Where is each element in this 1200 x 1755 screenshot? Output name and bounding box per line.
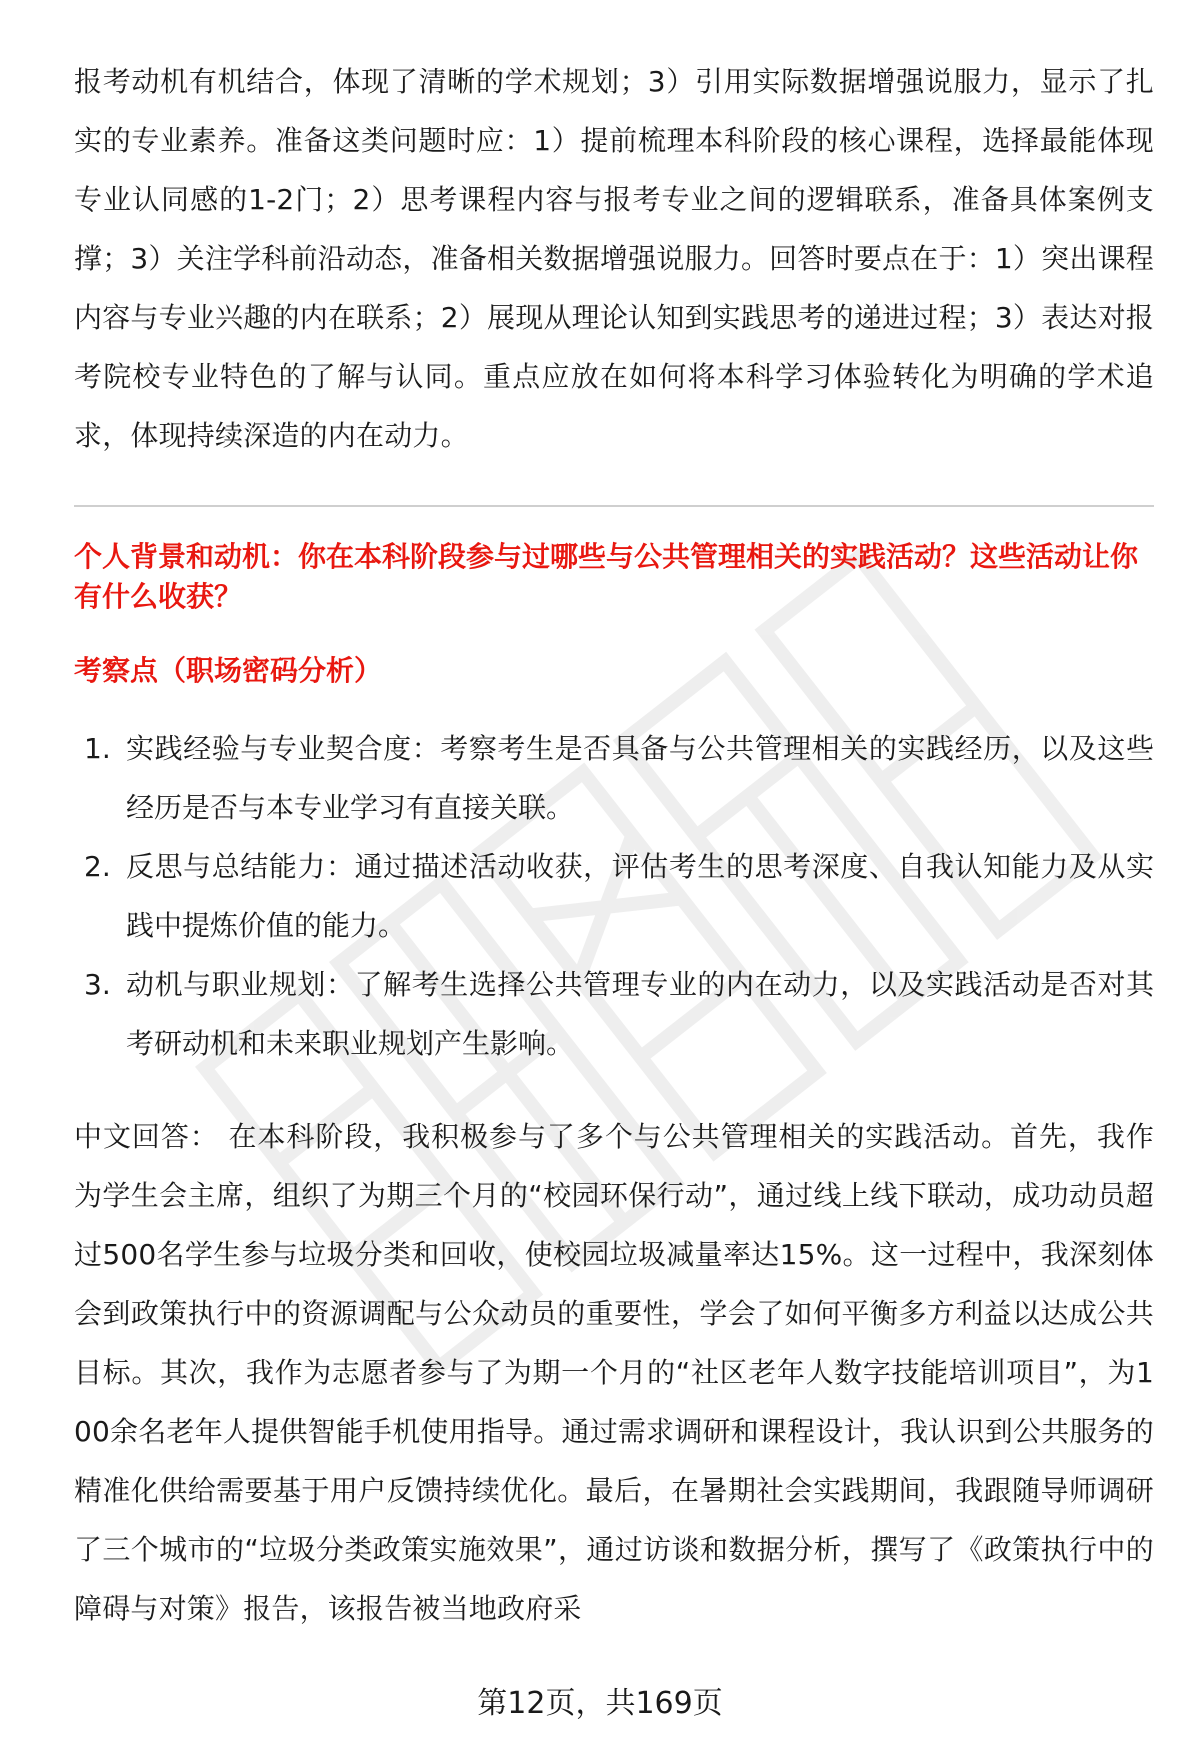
page-content xyxy=(74,52,1154,1638)
section-divider xyxy=(74,505,1154,507)
page-number-footer: 第12页，共169页 xyxy=(477,1686,723,1721)
list-item-text: 反思与总结能力：通过描述活动收获，评估考生的思考深度、自我认知能力及从实践中提炼价值的能力。 xyxy=(126,850,1154,942)
list-number: 2. xyxy=(84,850,111,883)
list-item-text: 实践经验与专业契合度：考察考生是否具备与公共管理相关的实践经历，以及这些经历是否与本专业学习有直接关联。 xyxy=(126,732,1154,824)
assessment-points-list xyxy=(74,719,1154,1073)
list-item xyxy=(74,719,1154,837)
interview-question: 个人背景和动机：你在本科阶段参与过哪些与公共管理相关的实践活动？这些活动让你有什么收获？ xyxy=(74,540,1139,613)
list-number: 1. xyxy=(84,732,111,765)
previous-answer-paragraph: 报考动机有机结合，体现了清晰的学术规划；3）引用实际数据增强说服力，显示了扎实的专业素养。准备这类问题时应：1）提前梳理本科阶段的核心课程，选择最能体现专业认同感的1-2门；2）思考课程内容与报考专业之间的逻辑联系，准备具体案例支撑；3）关注学科前沿动态，准备相关数据增强说服力。回答时要点在于：1）突出课程内容与专业兴趣的内在联系；2）展现从理论认知到实践思考的递进过程；3）表达对报考院校专业特色的了解与认同。重点应放在如何将本科学习体验转化为明确的学术追求，体现持续深造的内在动力。 xyxy=(74,65,1154,452)
assessment-points-heading: 考察点（职场密码分析） xyxy=(74,654,383,687)
list-item xyxy=(74,837,1154,955)
chinese-answer-paragraph: 中文回答： 在本科阶段，我积极参与了多个与公共管理相关的实践活动。首先，我作为学生会主席，组织了为期三个月的“校园环保行动”，通过线上线下联动，成功动员超过500名学生参与垃圾分类和回收，使校园垃圾减量率达15%。这一过程中，我深刻体会到政策执行中的资源调配与公众动员的重要性，学会了如何平衡多方利益以达成公共目标。其次，我作为志愿者参与了为期一个月的“社区老年人数字技能培训项目”，为100余名老年人提供智能手机使用指导。通过需求调研和课程设计，我认识到公共服务的精准化供给需要基于用户反馈持续优化。最后，在暑期社会实践期间，我跟随导师调研了三个城市的“垃圾分类政策实施效果”，通过访谈和数据分析，撰写了《政策执行中的障碍与对策》报告，该报告被当地政府采 xyxy=(74,1120,1154,1625)
list-item-text: 动机与职业规划：了解考生选择公共管理专业的内在动力，以及实践活动是否对其考研动机和未来职业规划产生影响。 xyxy=(126,968,1154,1060)
list-number: 3. xyxy=(84,968,111,1001)
list-item xyxy=(74,955,1154,1073)
